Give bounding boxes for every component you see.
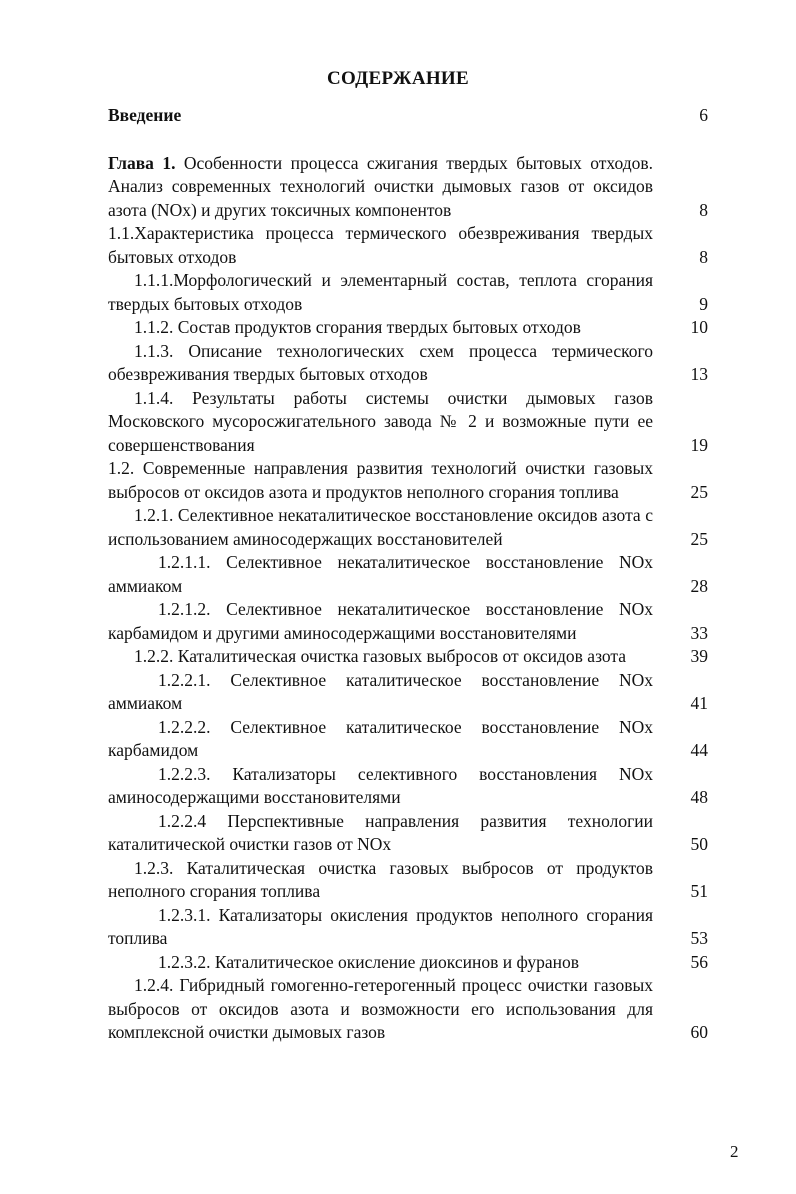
toc-entry-1-1-1 [108, 269, 708, 316]
toc-entry-page: 41 [690, 693, 708, 713]
toc-entry-text: 1.2.1.2. Селективное некаталитическое восстановление NOx карбамидом и другими аминосодержащими восстановителями [108, 599, 653, 643]
toc-entry-page: 19 [690, 434, 708, 455]
toc-entry-1-2-3 [108, 857, 708, 904]
toc-entry-page: 39 [690, 646, 708, 666]
toc-entry-page: 10 [690, 317, 708, 337]
table-of-contents [108, 104, 708, 1045]
page-number: 2 [730, 1142, 739, 1161]
toc-entry-text: 1.2.3.1. Катализаторы окисления продуктов неполного сгорания топлива [108, 904, 653, 948]
toc-entry-page: 56 [690, 951, 708, 972]
toc-entry-1-2-2 [108, 645, 708, 669]
toc-entry-page: 60 [690, 1022, 708, 1042]
toc-entry-1-2-1-1 [108, 551, 708, 598]
toc-entry-1-2-1 [108, 504, 708, 551]
toc-entry-1-1-2 [108, 316, 708, 340]
toc-entry-page: 33 [690, 622, 708, 643]
toc-entry-text: 1.2.2. Каталитическая очистка газовых выбросов от оксидов азота [134, 646, 627, 666]
toc-entry-text: 1.2.1.1. Селективное некаталитическое восстановление NOx аммиаком [108, 552, 653, 596]
toc-entry-page: 8 [699, 246, 708, 267]
toc-entry-page: 44 [690, 740, 708, 760]
toc-entry-page: 8 [699, 199, 708, 220]
toc-entry-1-2-2-4 [108, 810, 708, 857]
toc-entry-text: 1.1.1.Морфологический и элементарный состав, теплота сгорания твердых бытовых отходов [108, 270, 653, 314]
toc-entry-page: 13 [690, 364, 708, 384]
toc-entry-text: 1.2.2.3. Катализаторы селективного восстановления NOx аминосодержащими восстановителями [108, 763, 653, 807]
toc-entry-1-2-2-2 [108, 716, 708, 763]
toc-entry-1-2-2-3 [108, 763, 708, 810]
toc-entry-text: 1.2. Современные направления развития технологий очистки газовых выбросов от оксидов азота и продуктов неполного сгорания топлива [108, 458, 653, 502]
chapter-label: Глава 1. [108, 152, 176, 173]
toc-entry-text: Особенности процесса сжигания твердых бытовых отходов. Анализ современных технологий очистки дымовых газов от оксидов азота (NOx) и других токсичных компонентов [108, 152, 653, 220]
toc-entry-page: 25 [690, 481, 708, 502]
toc-entry-1-1-4 [108, 387, 708, 458]
toc-entry-1-1 [108, 222, 708, 269]
toc-entry-text: 1.2.2.4 Перспективные направления развития технологии каталитической очистки газов от NOx [108, 810, 653, 854]
toc-entry-1-2-4 [108, 974, 708, 1045]
toc-entry-text: 1.1.Характеристика процесса термического обезвреживания твердых бытовых отходов [108, 223, 653, 267]
toc-entry-1-2 [108, 457, 708, 504]
toc-entry-text: 1.1.2. Состав продуктов сгорания твердых бытовых отходов [134, 317, 581, 337]
toc-entry-page: 9 [699, 293, 708, 314]
toc-entry-1-2-3-2 [108, 951, 708, 975]
toc-entry-page: 50 [690, 834, 708, 854]
toc-entry-text: 1.2.1. Селективное некаталитическое восстановление оксидов азота с использованием аминосодержащих восстановителей [108, 505, 653, 549]
toc-entry-page: 25 [690, 528, 708, 549]
toc-entry-page: 51 [690, 881, 708, 901]
toc-entry-introduction [108, 104, 708, 128]
toc-entry-1-1-3 [108, 340, 708, 387]
toc-entry-chapter-1 [108, 152, 708, 223]
toc-entry-text: 1.1.4. Результаты работы системы очистки дымовых газов Московского мусоросжигательного завода № 2 и возможные пути ее совершенствования [108, 387, 653, 455]
toc-entry-1-2-1-2 [108, 598, 708, 645]
toc-entry-1-2-3-1 [108, 904, 708, 951]
toc-entry-page: 28 [690, 575, 708, 596]
toc-entry-text: 1.2.2.1. Селективное каталитическое восстановление NOx аммиаком [108, 669, 653, 713]
toc-entry-text: 1.2.2.2. Селективное каталитическое восстановление NOx карбамидом [108, 716, 653, 760]
toc-entry-text: Введение [108, 105, 182, 125]
toc-entry-text: 1.2.3. Каталитическая очистка газовых выбросов от продуктов неполного сгорания топлива [108, 857, 653, 901]
toc-entry-page: 53 [690, 928, 708, 948]
toc-entry-1-2-2-1 [108, 669, 708, 716]
toc-entry-text: 1.2.3.2. Каталитическое окисление диоксинов и фуранов [158, 951, 580, 972]
toc-entry-text: 1.2.4. Гибридный гомогенно-гетерогенный процесс очистки газовых выбросов от оксидов азота и возможности его использования для комплексной очистки дымовых газов [108, 975, 653, 1042]
toc-entry-page: 6 [699, 105, 708, 125]
toc-entry-page: 48 [690, 787, 708, 807]
toc-entry-text: 1.1.3. Описание технологических схем процесса термического обезвреживания твердых бытовых отходов [108, 340, 653, 384]
page-title: СОДЕРЖАНИЕ [327, 68, 469, 89]
